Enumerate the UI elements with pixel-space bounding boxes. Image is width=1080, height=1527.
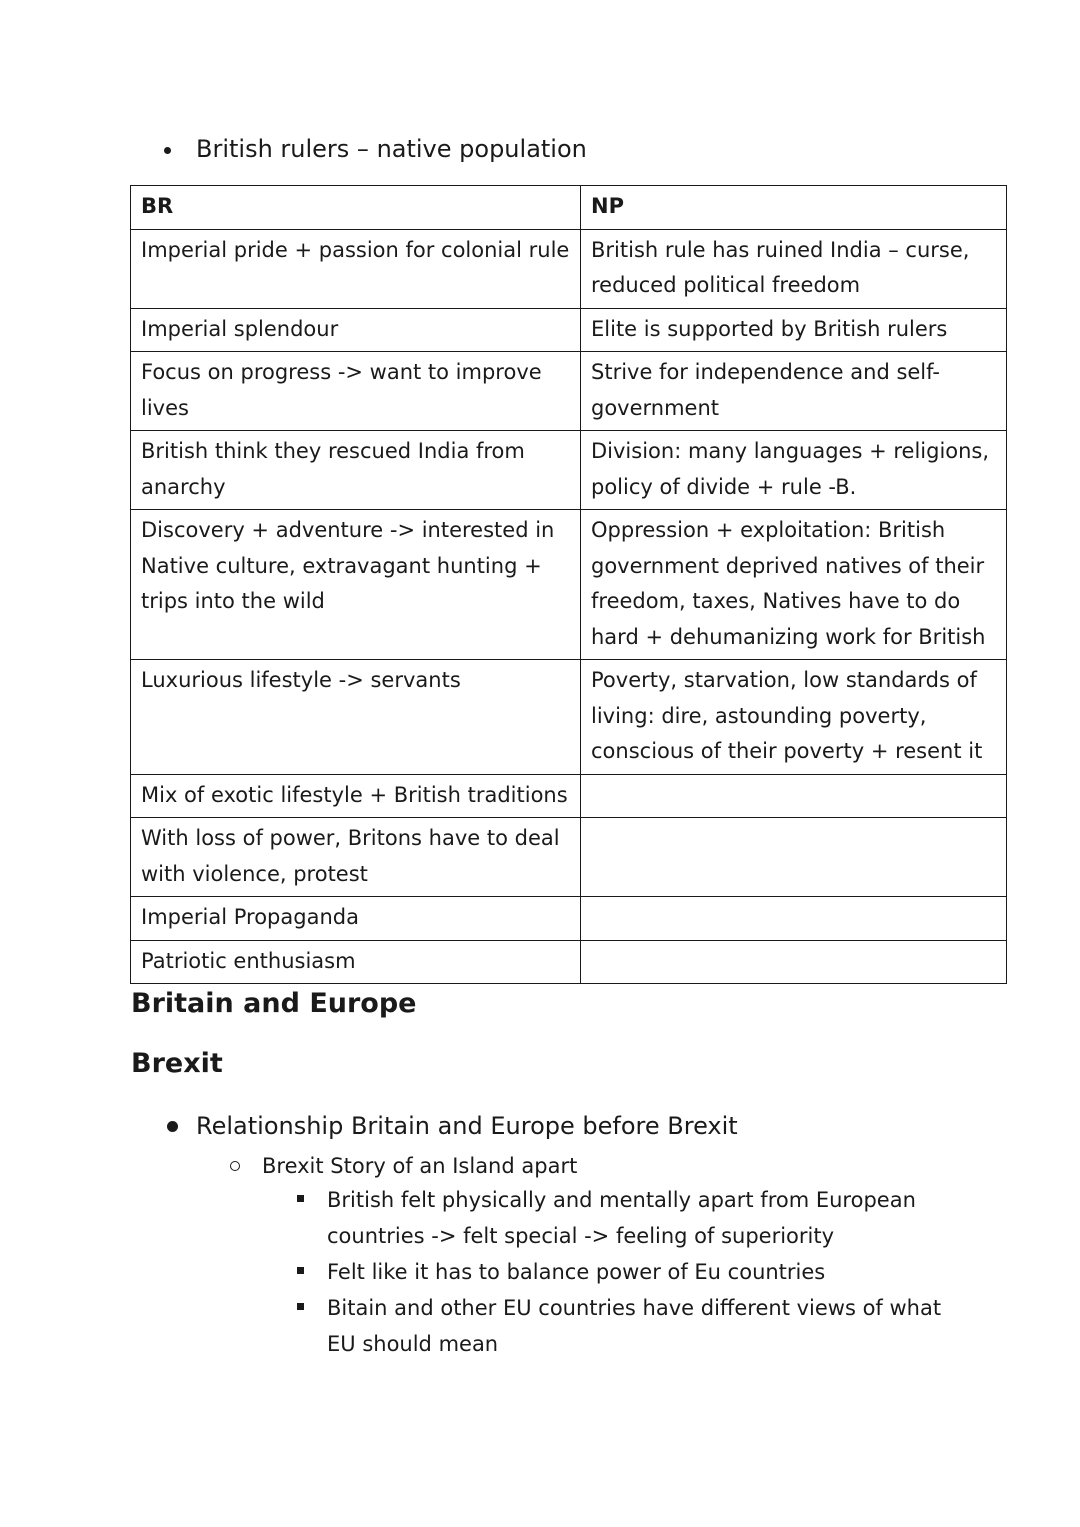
table-header-row (131, 186, 1007, 230)
table-cell-br: Patriotic enthusiasm (131, 940, 581, 984)
bullet-square-icon (297, 1195, 304, 1202)
column-header-np: NP (581, 186, 1007, 230)
table-row (131, 660, 1007, 775)
table-row (131, 897, 1007, 941)
table-cell-br: Imperial splendour (131, 308, 581, 352)
table-row (131, 308, 1007, 352)
table-cell-br: Imperial pride + passion for colonial rule (131, 229, 581, 308)
table-cell-np: Strive for independence and self-government (581, 352, 1007, 431)
table-cell-np (581, 774, 1007, 818)
section-heading: Britain and Europe (131, 988, 417, 1019)
table-cell-br: Luxurious lifestyle -> servants (131, 660, 581, 775)
outline-level3-item-continuation: countries -> felt special -> feeling of superiority (327, 1224, 835, 1248)
table-row (131, 229, 1007, 308)
table-row (131, 818, 1007, 897)
table-cell-np (581, 897, 1007, 941)
table-row (131, 510, 1007, 660)
table-row (131, 940, 1007, 984)
table-cell-br: Imperial Propaganda (131, 897, 581, 941)
column-header-br: BR (131, 186, 581, 230)
outline-level3-item: Bitain and other EU countries have different views of what (327, 1296, 942, 1320)
table-row (131, 431, 1007, 510)
table-row (131, 352, 1007, 431)
outline-level3-item-continuation: EU should mean (327, 1332, 499, 1356)
bullet-filled-icon (167, 1121, 178, 1132)
comparison-table (130, 185, 1007, 984)
table-cell-np: Poverty, starvation, low standards of living: dire, astounding poverty, conscious of their poverty + resent it (581, 660, 1007, 775)
top-bullet-text: British rulers – native population (196, 135, 587, 163)
table-cell-np: Oppression + exploitation: British government deprived natives of their freedom, taxes, Natives have to do hard + dehumanizing work for British (581, 510, 1007, 660)
table-cell-br: British think they rescued India from anarchy (131, 431, 581, 510)
bullet-square-icon (297, 1267, 304, 1274)
table-cell-br: With loss of power, Britons have to deal with violence, protest (131, 818, 581, 897)
outline-level1-item: Relationship Britain and Europe before Brexit (196, 1112, 738, 1140)
bullet-dot-icon (164, 147, 171, 154)
outline-level3-item: Felt like it has to balance power of Eu countries (327, 1260, 826, 1284)
table-cell-br: Focus on progress -> want to improve lives (131, 352, 581, 431)
bullet-hollow-icon (230, 1161, 240, 1171)
table-cell-br: Mix of exotic lifestyle + British traditions (131, 774, 581, 818)
outline-level3-item: British felt physically and mentally apart from European (327, 1188, 916, 1212)
table-cell-np (581, 818, 1007, 897)
bullet-square-icon (297, 1303, 304, 1310)
section-subheading: Brexit (131, 1048, 223, 1079)
table-row (131, 774, 1007, 818)
table-cell-np: Elite is supported by British rulers (581, 308, 1007, 352)
table-cell-np: British rule has ruined India – curse, reduced political freedom (581, 229, 1007, 308)
table-cell-np: Division: many languages + religions, policy of divide + rule -B. (581, 431, 1007, 510)
table-cell-np (581, 940, 1007, 984)
outline-level2-item: Brexit Story of an Island apart (262, 1154, 578, 1178)
table-cell-br: Discovery + adventure -> interested in Native culture, extravagant hunting + trips into the wild (131, 510, 581, 660)
